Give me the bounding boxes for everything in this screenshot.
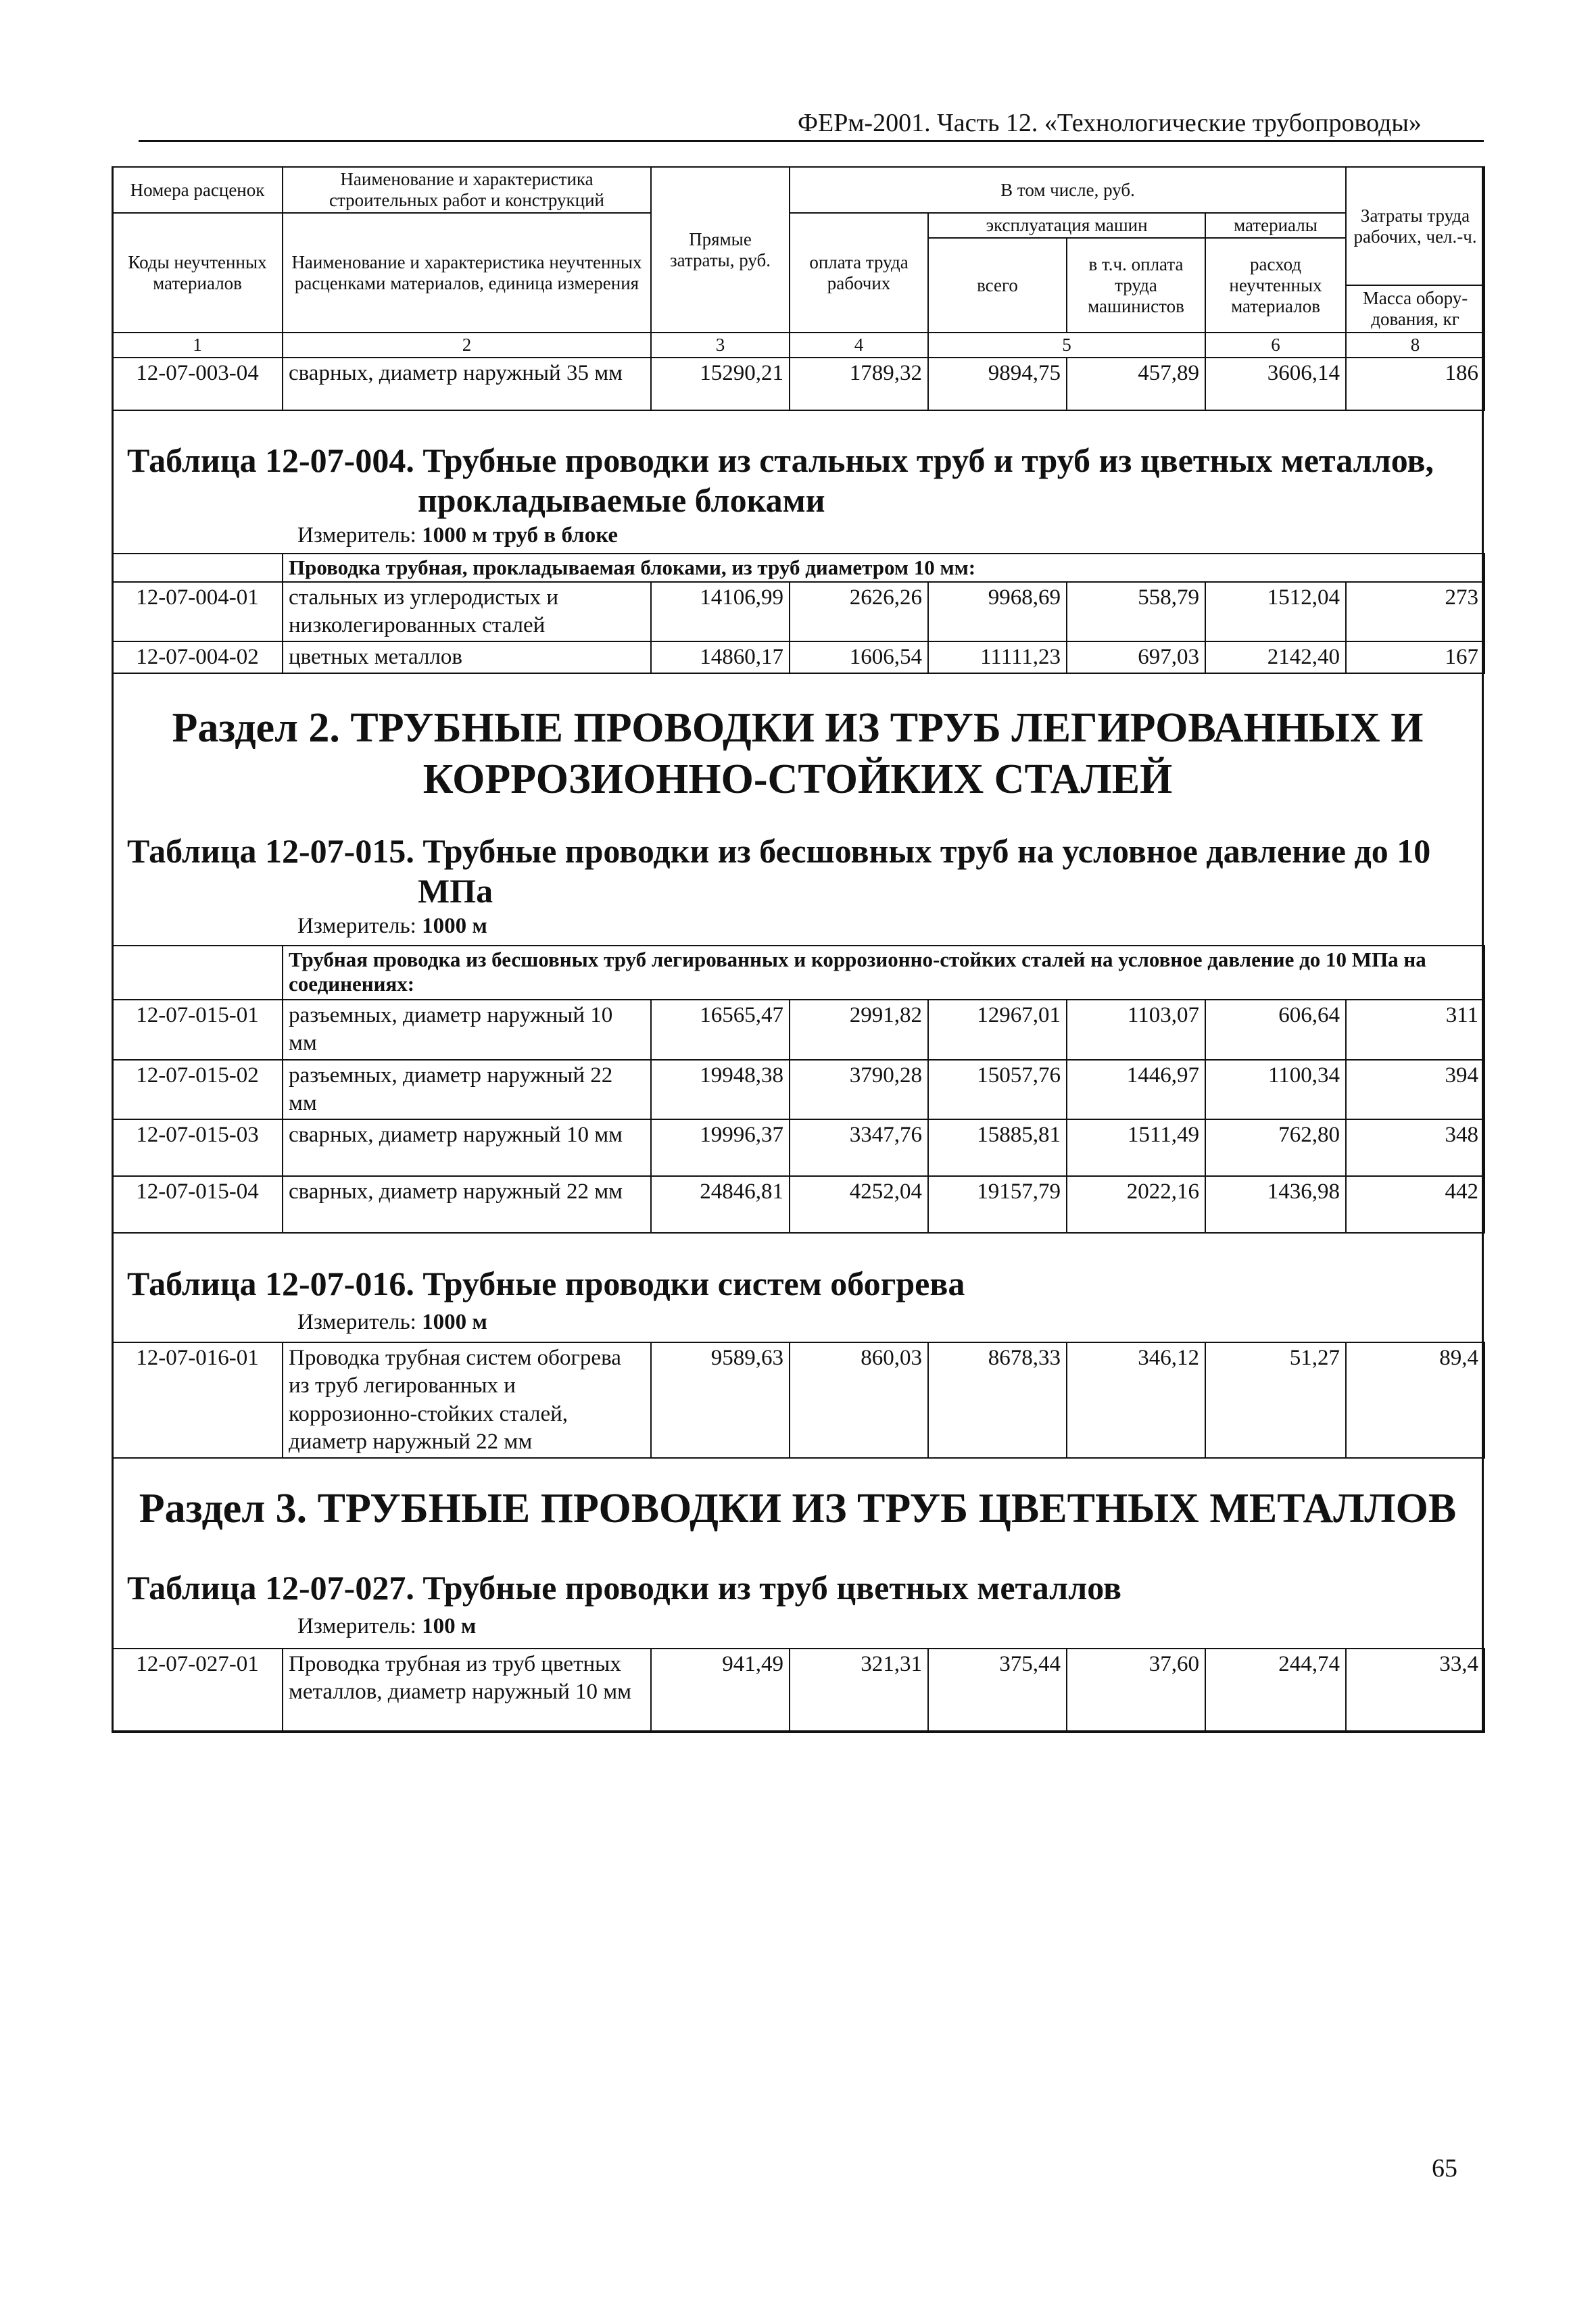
table-004-span-title: Проводка трубная, прокладываемая блоками, из труб диаметром 10 мм: [283, 554, 1484, 582]
rate-code: 12-07-016-01 [112, 1342, 283, 1458]
labor-hours: 33,4 [1346, 1649, 1484, 1732]
materials-value: 3606,14 [1205, 358, 1346, 410]
labor-hours: 186 [1346, 358, 1484, 410]
machines-operator-pay: 37,60 [1067, 1649, 1205, 1732]
machines-total: 15057,76 [928, 1060, 1067, 1120]
page-number: 65 [1432, 2154, 1457, 2183]
table-016-title: Таблица 12-07-016. Трубные проводки систем обогрева [127, 1265, 965, 1302]
rate-name: разъемных, диаметр наружный 22 мм [283, 1060, 651, 1120]
col-codes: Коды неучтенных материалов [112, 213, 283, 333]
labor-hours: 273 [1346, 582, 1484, 642]
machines-operator-pay: 1446,97 [1067, 1060, 1205, 1120]
labor-pay: 860,03 [790, 1342, 928, 1458]
labor-pay: 321,31 [790, 1649, 928, 1732]
materials-value: 1100,34 [1205, 1060, 1346, 1120]
col-number: 2 [283, 333, 651, 358]
rate-name: сварных, диаметр наружный 10 мм [283, 1119, 651, 1176]
rate-code: 12-07-015-01 [112, 1000, 283, 1060]
rate-code: 12-07-004-01 [112, 582, 283, 642]
rate-code: 12-07-015-02 [112, 1060, 283, 1120]
labor-hours: 348 [1346, 1119, 1484, 1176]
col-materials: материалы [1205, 213, 1346, 238]
rate-name: стальных из углеродистых и низколегированных сталей [283, 582, 651, 642]
machines-total: 12967,01 [928, 1000, 1067, 1060]
materials-value: 1512,04 [1205, 582, 1346, 642]
section-2-heading: Раздел 2. ТРУБНЫЕ ПРОВОДКИ ИЗ ТРУБ ЛЕГИРОВАННЫХ И КОРРОЗИОННО-СТОЙКИХ СТАЛЕЙ [172, 705, 1424, 802]
labor-pay: 1789,32 [790, 358, 928, 410]
machines-operator-pay: 1103,07 [1067, 1000, 1205, 1060]
table-004 [112, 553, 1485, 674]
labor-pay: 4252,04 [790, 1176, 928, 1233]
running-title: ФЕРм-2001. Часть 12. «Технологические трубопроводы» [798, 109, 1422, 137]
direct-costs: 16565,47 [651, 1000, 790, 1060]
col-labor-pay: оплата труда рабочих [790, 213, 928, 333]
materials-value: 762,80 [1205, 1119, 1346, 1176]
col-direct-costs: Прямые затраты, руб. [651, 167, 790, 333]
table-015-unit: Измеритель: 1000 м [297, 914, 487, 938]
col-number: 3 [651, 333, 790, 358]
col-number: 6 [1205, 333, 1346, 358]
col-machines-total: всего [928, 238, 1067, 333]
machines-operator-pay: 457,89 [1067, 358, 1205, 410]
col-machines-incl: в т.ч. оплата труда машинистов [1067, 238, 1205, 333]
section-3-heading: Раздел 3. ТРУБНЫЕ ПРОВОДКИ ИЗ ТРУБ ЦВЕТНЫХ МЕТАЛЛОВ [139, 1486, 1457, 1532]
machines-operator-pay: 697,03 [1067, 641, 1205, 673]
direct-costs: 14860,17 [651, 641, 790, 673]
machines-operator-pay: 1511,49 [1067, 1119, 1205, 1176]
rate-name: сварных, диаметр наружный 35 мм [283, 358, 651, 410]
col-number: 8 [1346, 333, 1484, 358]
table-015-title: Таблица 12-07-015. Трубные проводки из бесшовных труб на условное давление до 10 МПа [127, 832, 1431, 910]
machines-total: 11111,23 [928, 641, 1067, 673]
machines-operator-pay: 2022,16 [1067, 1176, 1205, 1233]
direct-costs: 14106,99 [651, 582, 790, 642]
header-rule [139, 140, 1484, 142]
machines-total: 15885,81 [928, 1119, 1067, 1176]
labor-pay: 2991,82 [790, 1000, 928, 1060]
direct-costs: 19996,37 [651, 1119, 790, 1176]
table-015-span-title: Трубная проводка из бесшовных труб легированных и коррозионно-стойких сталей на условное давление до 10 МПа на соединениях: [283, 946, 1484, 1000]
machines-total: 375,44 [928, 1649, 1067, 1732]
rate-name: Проводка трубная из труб цветных металлов, диаметр наружный 10 мм [283, 1649, 651, 1732]
col-materials-consumption: расход неучтенных материалов [1205, 238, 1346, 333]
col-rate-numbers: Номера расценок [112, 167, 283, 213]
col-name-bottom: Наименование и характеристика неучтенных расценками материалов, единица измерения [283, 213, 651, 333]
machines-total: 19157,79 [928, 1176, 1067, 1233]
table-015 [112, 945, 1485, 1234]
rate-code: 12-07-015-04 [112, 1176, 283, 1233]
table-027 [112, 1648, 1485, 1733]
materials-value: 2142,40 [1205, 641, 1346, 673]
table-027-unit: Измеритель: 100 м [297, 1614, 477, 1638]
machines-total: 9894,75 [928, 358, 1067, 410]
machines-total: 8678,33 [928, 1342, 1067, 1458]
col-including: В том числе, руб. [790, 167, 1346, 213]
rate-name: Проводка трубная систем обогрева из труб легированных и коррозионно-стойких сталей, диаметр наружный 22 мм [283, 1342, 651, 1458]
rate-name: сварных, диаметр наружный 22 мм [283, 1176, 651, 1233]
header-table [112, 166, 1485, 411]
labor-pay: 1606,54 [790, 641, 928, 673]
direct-costs: 24846,81 [651, 1176, 790, 1233]
rate-code: 12-07-027-01 [112, 1649, 283, 1732]
col-number: 5 [928, 333, 1205, 358]
direct-costs: 9589,63 [651, 1342, 790, 1458]
rate-code: 12-07-004-02 [112, 641, 283, 673]
direct-costs: 19948,38 [651, 1060, 790, 1120]
col-machines: эксплуатация машин [928, 213, 1205, 238]
table-027-title: Таблица 12-07-027. Трубные проводки из труб цветных металлов [127, 1569, 1121, 1607]
labor-pay: 2626,26 [790, 582, 928, 642]
machines-operator-pay: 558,79 [1067, 582, 1205, 642]
machines-operator-pay: 346,12 [1067, 1342, 1205, 1458]
rate-code: 12-07-015-03 [112, 1119, 283, 1176]
labor-hours: 442 [1346, 1176, 1484, 1233]
labor-pay: 3347,76 [790, 1119, 928, 1176]
materials-value: 51,27 [1205, 1342, 1346, 1458]
materials-value: 1436,98 [1205, 1176, 1346, 1233]
materials-value: 244,74 [1205, 1649, 1346, 1732]
table-004-title: Таблица 12-07-004. Трубные проводки из стальных труб и труб из цветных металлов, прокладываемые блоками [127, 441, 1434, 519]
labor-hours: 89,4 [1346, 1342, 1484, 1458]
col-labor-costs: Затраты труда рабочих, чел.-ч. [1346, 167, 1484, 285]
col-equipment-mass: Масса обору-дования, кг [1346, 285, 1484, 333]
col-number: 4 [790, 333, 928, 358]
direct-costs: 15290,21 [651, 358, 790, 410]
table-016-unit: Измеритель: 1000 м [297, 1310, 487, 1334]
labor-pay: 3790,28 [790, 1060, 928, 1120]
labor-hours: 394 [1346, 1060, 1484, 1120]
materials-value: 606,64 [1205, 1000, 1346, 1060]
labor-hours: 167 [1346, 641, 1484, 673]
direct-costs: 941,49 [651, 1649, 790, 1732]
rate-name: цветных металлов [283, 641, 651, 673]
labor-hours: 311 [1346, 1000, 1484, 1060]
rate-name: разъемных, диаметр наружный 10 мм [283, 1000, 651, 1060]
table-016 [112, 1342, 1485, 1459]
rate-code: 12-07-003-04 [112, 358, 283, 410]
machines-total: 9968,69 [928, 582, 1067, 642]
col-number: 1 [112, 333, 283, 358]
col-name-top: Наименование и характеристика строительных работ и конструкций [283, 167, 651, 213]
table-004-unit: Измеритель: 1000 м труб в блоке [297, 523, 619, 547]
